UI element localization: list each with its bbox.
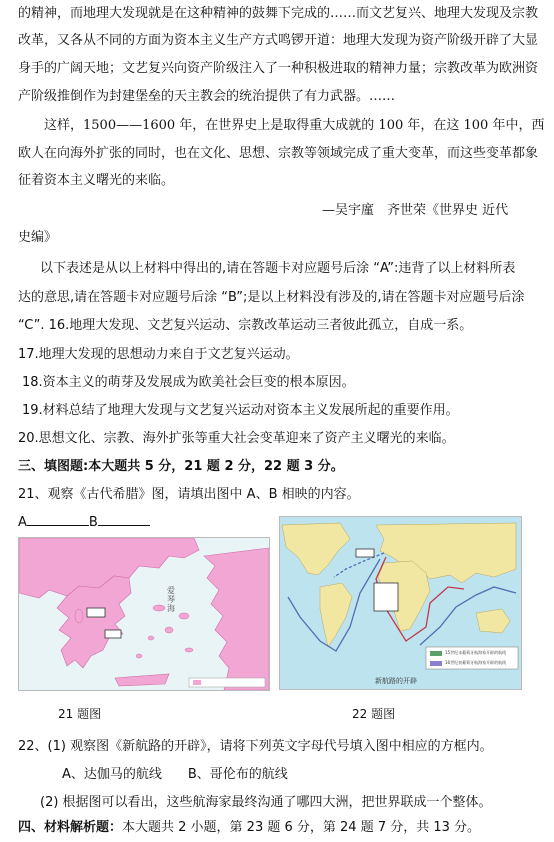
map-ancient-greece: [18, 537, 270, 691]
blank-a-label: A: [18, 515, 27, 530]
question-21: 21、观察《古代希腊》图，请填出图中 A、B 相映的内容。: [18, 487, 360, 502]
legend-item-2: 16世纪初葡萄牙航海家开辟的航线: [445, 660, 507, 665]
quote-line-1: 的精神，而地理大发现就是在这种精神的鼓舞下完成的……而文艺复兴、地理大发现及宗教: [18, 6, 539, 21]
quote-para2-line-1: 这样，1500——1600 年，在世界史上是取得重大成就的 100 年，在这 100 年中，西: [44, 118, 545, 133]
question-20: 20.思想文化、宗教、海外扩张等重大社会变革迎来了资产主义曙光的来临。: [18, 431, 455, 446]
question-18: 18.资本主义的萌芽及发展成为欧美社会巨变的根本原因。: [22, 375, 355, 390]
judge-intro-2: 达的意思,请在答题卡对应题号后涂 “B”;是以上材料没有涉及的,请在答题卡对应题号后涂: [18, 290, 525, 305]
quote-attribution-cont: 史编》: [18, 230, 58, 245]
quote-para2-line-3: 征着资本主义曙光的来临。: [18, 173, 175, 188]
judge-intro-3-q16: “C”. 16.地理大发现、文艺复兴运动、宗教改革运动三者彼此孤立，自成一系。: [18, 318, 473, 333]
quote-line-4: 产阶级推倒作为封建堡垒的天主教会的统治提供了有力武器。……: [18, 89, 396, 104]
figure-caption-21: 21 题图: [58, 707, 102, 721]
route-answer-box[interactable]: [374, 583, 398, 611]
blank-b-label: B: [88, 515, 98, 530]
question-22-part-1: 22、(1) 观察图《新航路的开辟》，请将下列英文字母代号填入图中相应的方框内。: [18, 739, 493, 754]
section-4-description: 本大题共 2 小题，第 23 题 6 分，第 24 题 7 分，共 13 分。: [122, 820, 481, 835]
aegean-sea-label: 爱琴海: [167, 586, 175, 613]
quote-para2-line-2: 欧人在向海外扩张的同时，也在文化、思想、宗教等领域完成了重大变革，而这些变革都象: [18, 146, 539, 161]
map-caption: 新航路的开辟: [375, 677, 417, 685]
greece-answer-box[interactable]: [105, 630, 121, 638]
judge-intro-1: 以下表述是从以上材料中得出的,请在答题卡对应题号后涂 “A”:违背了以上材料所表: [40, 261, 516, 276]
figure-caption-22: 22 题图: [352, 707, 396, 721]
question-22-part-2: (2) 根据图可以看出，这些航海家最终沟通了哪四大洲，把世界联成一个整体。: [40, 795, 492, 810]
blank-b-line[interactable]: [98, 513, 150, 526]
question-22-options: A、达伽马的航线 B、哥伦布的航线: [62, 767, 288, 782]
greece-map-graphic: [19, 538, 269, 690]
question-19: 19.材料总结了地理大发现与文艺复兴运动对资本主义发展所起的重要作用。: [22, 403, 459, 418]
quote-line-3: 身手的广阔天地；文艺复兴向资产阶级注入了一种积极进取的精神力量；宗教改革为欧洲资: [18, 61, 539, 76]
route-answer-box[interactable]: [356, 549, 374, 557]
question-17: 17.地理大发现的思想动力来自于文艺复兴运动。: [18, 347, 299, 362]
quote-attribution: —吴宇廑 齐世荣《世界史 近代: [322, 203, 509, 218]
section-3-heading: 三、填图题:本大题共 5 分，21 题 2 分，22 题 3 分。: [18, 459, 344, 474]
section-4-heading: 四、材料解析题：: [18, 820, 123, 835]
map-new-sea-routes: [279, 516, 522, 690]
legend-item-1: 15世纪末葡萄牙航海家开辟的航线: [445, 650, 507, 655]
quote-line-2: 改革，又各从不同的方面为资本主义生产方式鸣锣开道：地理大发现为资产阶级开辟了大显: [18, 33, 539, 48]
greece-answer-box[interactable]: [87, 608, 105, 617]
blank-a-line[interactable]: [27, 513, 89, 526]
